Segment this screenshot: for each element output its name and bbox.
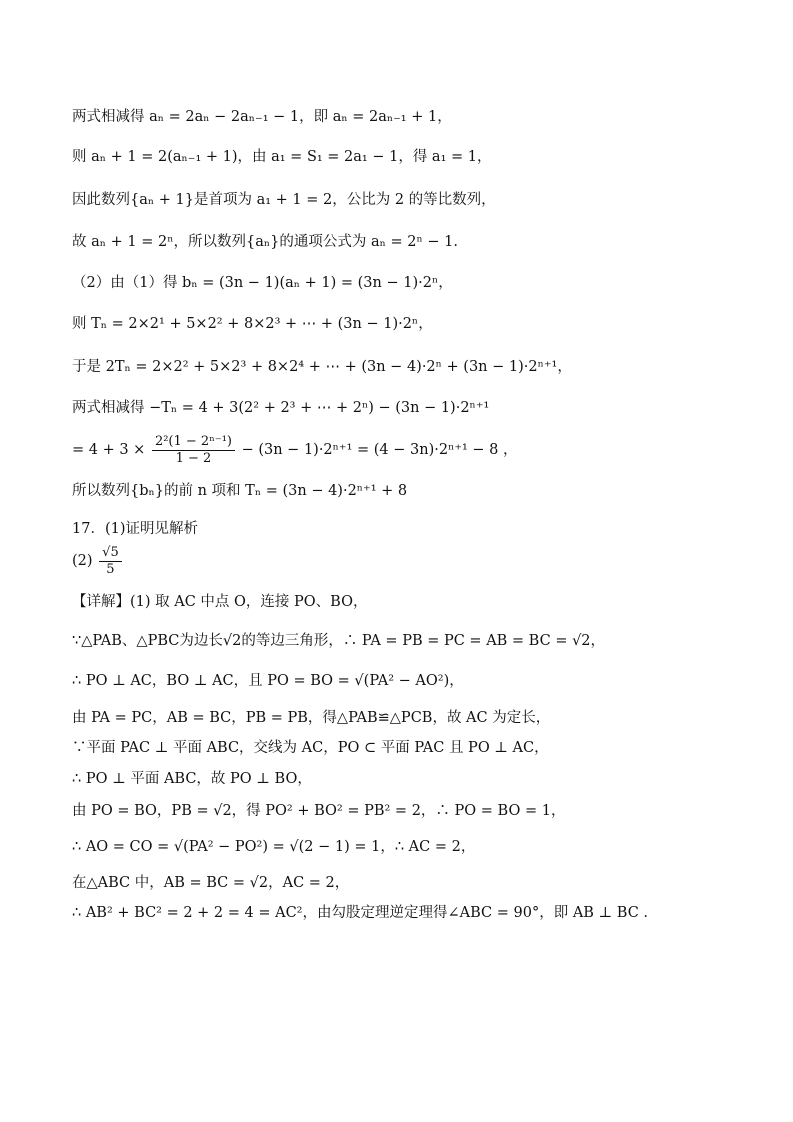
text-line-6: 则 Tₙ = 2×2¹ + 5×2² + 8×2³ + ⋯ + (3n − 1)·2ⁿ， — [72, 316, 433, 332]
text-line-10: 17．(1)证明见解析 — [72, 521, 198, 537]
text-line-1: 两式相减得 aₙ = 2aₙ − 2aₙ₋₁ − 1，即 aₙ = 2aₙ₋₁ + 1， — [72, 109, 452, 125]
text-line-18: ∴ AO = CO = √(PA² − PO²) = √(2 − 1) = 1，∴ AC = 2， — [72, 839, 476, 855]
text-line-2: 则 aₙ + 1 = 2(aₙ₋₁ + 1)，由 a₁ = S₁ = 2a₁ − 1，得 a₁ = 1， — [72, 149, 492, 165]
text-line-8: 两式相减得 −Tₙ = 4 + 3(2² + 2³ + ⋯ + 2ⁿ) − (3n − 1)·2ⁿ⁺¹ — [72, 400, 490, 416]
text-line-17: 由 PO = BO，PB = √2，得 PO² + BO² = PB² = 2，∴ PO = BO = 1， — [72, 803, 566, 819]
text-line-11: 【详解】(1) 取 AC 中点 O，连接 PO、BO， — [72, 594, 368, 610]
text-line-20: ∴ AB² + BC² = 2 + 2 = 4 = AC²，由勾股定理逆定理得∠ABC = 90°，即 AB ⊥ BC . — [72, 905, 649, 921]
text-line-9: 所以数列{bₙ}的前 n 项和 Tₙ = (3n − 4)·2ⁿ⁺¹ + 8 — [72, 483, 408, 499]
frac-line-suffix: − (3n − 1)·2ⁿ⁺¹ = (4 − 3n)·2ⁿ⁺¹ − 8 ， — [241, 442, 518, 458]
text-line-3: 因此数列{aₙ + 1}是首项为 a₁ + 1 = 2，公比为 2 的等比数列， — [72, 192, 496, 208]
answer-2-fraction — [99, 545, 122, 578]
text-line-7: 于是 2Tₙ = 2×2² + 5×2³ + 8×2⁴ + ⋯ + (3n − 4)·2ⁿ + (3n − 1)·2ⁿ⁺¹， — [72, 359, 572, 375]
answer-2-denominator: 5 — [106, 561, 115, 577]
answer-2-numerator: √5 — [99, 545, 122, 562]
text-line-19: 在△ABC 中，AB = BC = √2，AC = 2， — [72, 875, 350, 891]
answer-2-label: (2) — [72, 553, 93, 569]
text-line-12: ∵△PAB、△PBC为边长√2的等边三角形，∴ PA = PB = PC = AB = BC = √2， — [72, 633, 606, 649]
text-line-13: ∴ PO ⊥ AC，BO ⊥ AC，且 PO = BO = √(PA² − AO²)， — [72, 673, 464, 689]
answer-2-line — [72, 543, 124, 579]
fraction-line — [72, 432, 518, 468]
fraction — [152, 434, 235, 467]
text-line-14: 由 PA = PC，AB = BC，PB = PB，得△PAB≌△PCB，故 AC 为定长， — [72, 710, 551, 726]
text-line-4: 故 aₙ + 1 = 2ⁿ，所以数列{aₙ}的通项公式为 aₙ = 2ⁿ − 1. — [72, 234, 458, 250]
text-line-16: ∴ PO ⊥ 平面 ABC，故 PO ⊥ BO， — [72, 771, 312, 787]
text-line-5: （2）由（1）得 bₙ = (3n − 1)(aₙ + 1) = (3n − 1)·2ⁿ， — [72, 275, 453, 291]
text-line-15: ∵平面 PAC ⊥ 平面 ABC，交线为 AC，PO ⊂ 平面 PAC 且 PO ⊥ AC， — [72, 740, 549, 756]
fraction-numerator: 2²(1 − 2ⁿ⁻¹) — [152, 434, 235, 451]
fraction-denominator: 1 − 2 — [175, 450, 212, 466]
frac-line-prefix: = 4 + 3 × — [72, 442, 146, 458]
